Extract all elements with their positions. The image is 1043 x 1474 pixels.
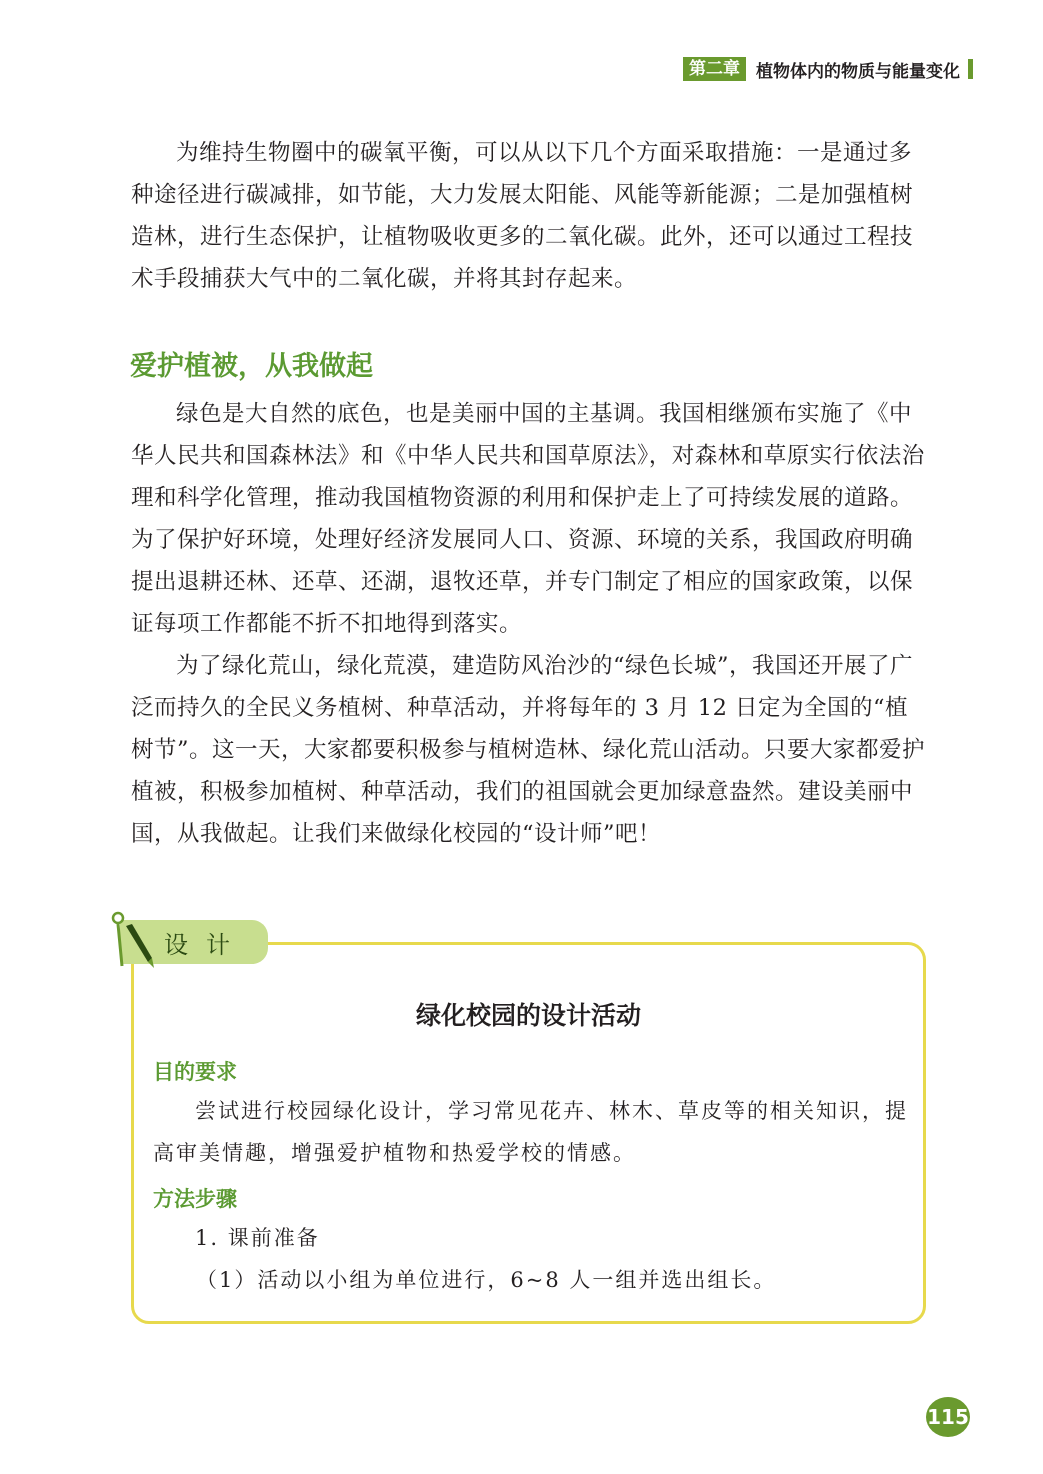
- chapter-title: 植物体内的物质与能量变化: [756, 61, 960, 82]
- step-1: 1. 课前准备: [195, 1226, 320, 1250]
- paragraph-tree-planting: 为了绿化荒山，绿化荒漠，建造防风治沙的“绿色长城”，我国还开展了广泛而持久的全民义务植树、种草活动，并将每年的 3 月 12 日定为全国的“植树节”。这一天，大家都要积极参与植树造林、绿化荒山活动。只要大家都爱护植被，积极参加植树、种草活动，我们的祖国就会更加绿意盎然。建设美丽中国，从我做起。让我们来做绿化校园的“设计师”吧！: [131, 653, 926, 847]
- method-heading: 方法步骤: [153, 1187, 237, 1211]
- page-header: [683, 56, 973, 82]
- header-bar-decoration: [968, 59, 973, 79]
- chapter-badge: 第二章: [683, 57, 746, 81]
- design-tab: 设计: [120, 920, 268, 964]
- purpose-text: 尝试进行校园绿化设计，学习常见花卉、林木、草皮等的相关知识，提高审美情趣，增强爱护植物和热爱学校的情感。: [153, 1099, 908, 1165]
- pencil-icon: [110, 908, 154, 970]
- page-number: 115: [926, 1397, 970, 1437]
- purpose-heading: 目的要求: [153, 1060, 237, 1084]
- paragraph-carbon-balance: 为维持生物圈中的碳氧平衡，可以从以下几个方面采取措施：一是通过多种途径进行碳减排，如节能，大力发展太阳能、风能等新能源；二是加强植树造林，进行生态保护，让植物吸收更多的二氧化碳。此外，还可以通过工程技术手段捕获大气中的二氧化碳，并将其封存起来。: [131, 140, 914, 292]
- section-title: 爱护植被，从我做起: [130, 351, 373, 382]
- step-1-1: （1）活动以小组为单位进行，6~8 人一组并选出组长。: [196, 1268, 777, 1292]
- activity-title: 绿化校园的设计活动: [415, 1001, 641, 1030]
- paragraph-green-policy: 绿色是大自然的底色，也是美丽中国的主基调。我国相继颁布实施了《中华人民共和国森林法》和《中华人民共和国草原法》，对森林和草原实行依法治理和科学化管理，推动我国植物资源的利用和保护走上了可持续发展的道路。为了保护好环境，处理好经济发展同人口、资源、环境的关系，我国政府明确提出退耕还林、还草、还湖，退牧还草，并专门制定了相应的国家政策，以保证每项工作都能不折不扣地得到落实。: [131, 401, 925, 637]
